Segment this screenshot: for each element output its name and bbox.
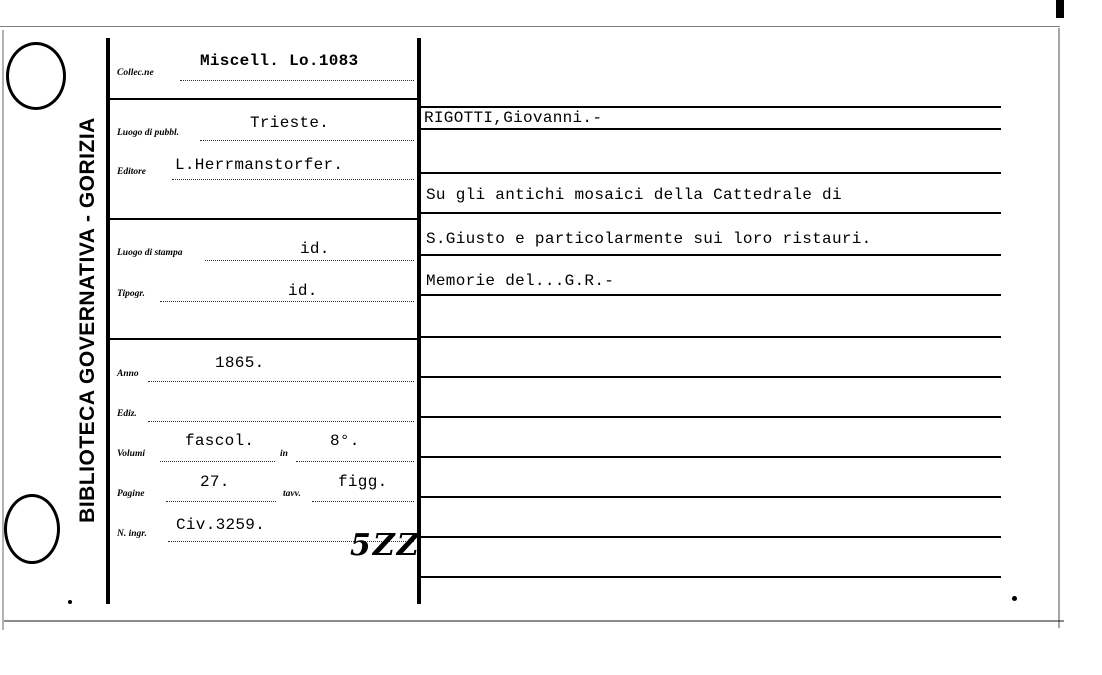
numero-ingresso-value: Civ.3259. xyxy=(176,516,266,534)
card-edge-bottom xyxy=(4,620,1064,622)
fill-line xyxy=(160,461,275,462)
ruled-line xyxy=(421,172,1001,174)
luogo-stampa-label: Luogo di stampa xyxy=(117,248,183,258)
ruled-line xyxy=(421,106,1001,108)
fill-line xyxy=(172,179,414,180)
anno-label: Anno xyxy=(117,369,139,379)
card-edge-top xyxy=(0,26,1060,27)
editore-label: Editore xyxy=(117,167,147,177)
tipografia-value: id. xyxy=(288,282,318,300)
ruled-line xyxy=(421,456,1001,458)
fill-line xyxy=(166,501,276,502)
pagine-value: 27. xyxy=(200,473,230,491)
formato-value: 8°. xyxy=(330,432,360,450)
luogo-pubblicazione-value: Trieste. xyxy=(250,114,330,132)
ruled-line xyxy=(421,416,1001,418)
anno-value: 1865. xyxy=(215,354,265,372)
author-heading: RIGOTTI,Giovanni.- xyxy=(424,109,603,127)
luogo-pubblicazione-label: Luogo di pubbl. xyxy=(117,128,180,138)
card-edge-left xyxy=(2,30,4,630)
numero-ingresso-label: N. ingr. xyxy=(117,529,147,539)
ruled-line xyxy=(421,496,1001,498)
punch-hole-bottom xyxy=(4,494,60,564)
fill-line xyxy=(180,80,414,81)
pagine-label: Pagine xyxy=(117,489,145,499)
title-line-3: Memorie del...G.R.- xyxy=(426,272,615,290)
card-edge-right xyxy=(1058,28,1060,628)
title-line-1: Su gli antichi mosaici della Cattedrale di xyxy=(426,186,842,204)
fill-line xyxy=(205,260,414,261)
scan-speck xyxy=(1012,596,1017,601)
ruled-line xyxy=(421,128,1001,130)
fill-line xyxy=(148,421,414,422)
ruled-line xyxy=(421,336,1001,338)
tavole-label: tavv. xyxy=(283,489,301,499)
editore-value: L.Herrmanstorfer. xyxy=(175,156,344,174)
collocazione-value: Miscell. Lo.1083 xyxy=(200,52,359,70)
fill-line xyxy=(296,461,414,462)
left-vertical-rule xyxy=(106,38,110,604)
collocazione-label: Collec.ne xyxy=(117,68,154,78)
library-stamp: BIBLIOTECA GOVERNATIVA - GORIZIA xyxy=(76,117,99,523)
middle-vertical-rule xyxy=(417,38,421,604)
ruled-line xyxy=(421,376,1001,378)
ruled-line xyxy=(421,536,1001,538)
separator-line xyxy=(110,98,417,100)
fill-line xyxy=(200,140,414,141)
card-edge-mark xyxy=(1056,0,1064,18)
separator-line xyxy=(110,338,417,340)
edizione-label: Ediz. xyxy=(117,409,137,419)
ruled-line xyxy=(421,576,1001,578)
fill-line xyxy=(148,381,414,382)
ruled-line xyxy=(421,254,1001,256)
tipografia-label: Tipogr. xyxy=(117,289,145,299)
luogo-stampa-value: id. xyxy=(300,240,330,258)
fill-line xyxy=(160,301,414,302)
separator-line xyxy=(110,218,417,220)
volumi-value: fascol. xyxy=(185,432,255,450)
formato-label: in xyxy=(280,449,288,459)
ruled-line xyxy=(421,294,1001,296)
ruled-line xyxy=(421,212,1001,214)
scan-speck xyxy=(68,600,72,604)
title-line-2: S.Giusto e particolarmente sui loro ristauri. xyxy=(426,230,872,248)
handwritten-number: 5ZZ xyxy=(350,528,421,563)
fill-line xyxy=(312,501,414,502)
volumi-label: Volumi xyxy=(117,449,145,459)
tavole-value: figg. xyxy=(338,473,388,491)
punch-hole-top xyxy=(6,42,66,110)
